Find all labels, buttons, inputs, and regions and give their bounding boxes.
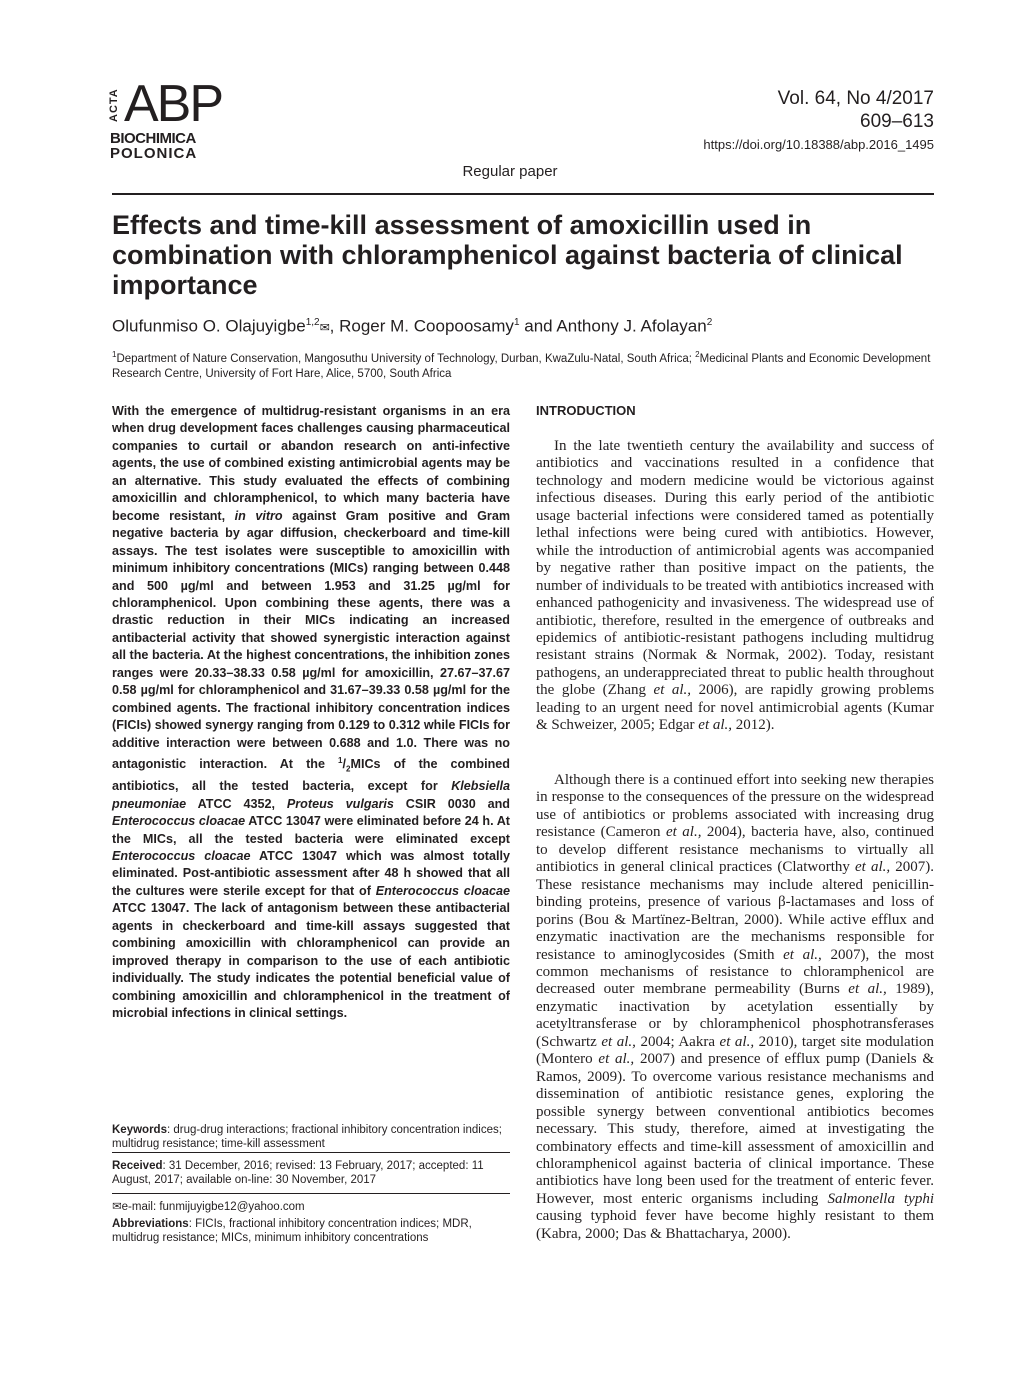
paragraph-text: In the late twentieth century the availability and success of antibiotics and vaccinations resulted in a confidence that technology and modern medicine would be victorious against infectious diseases. During this early period of the antibiotic usage bacterial infections were considered tamed as potentially lethal infections were being cured with antibiotics. However, while the introduction of antimicrobial agents was accompanied by negative rather than positive impact on the patients, the number of individuals to be treated with antibiotics increased with enhanced pathogenicity and invasiveness. The widespread use of antibiotic, therefore, resulted in the emergence of outbreaks and epidemics of antibiotic-resistant pathogens including multidrug resistant strains (Normak & Normak, 2002). Today, resistant pathogens, an underappreciated threat to public health throughout the globe (Zhang	[536, 438, 934, 699]
meta-divider	[112, 1193, 510, 1194]
fraction-denominator: 2	[346, 764, 351, 774]
citation-et-al: et al.,	[598, 1051, 635, 1068]
abstract-text: against Gram positive and Gram negative bacteria by agar diffusion, checkerboard and time-kill assays. The test isolates were susceptible to amoxicillin with minimum inhibitory concentrations (MICs) ranging between 0.448 and 500 µg/ml and between 1.953 and 31.25 µg/ml for chloramphenicol. Upon combining these agents, there was a drastic reduction in their MICs indicating an increased antibacterial activity that showed synergistic interaction against all the bacteria. At the highest concentrations, the inhibition zones ranges were 20.33–38.33 0.58 µg/ml for amoxicillin, 27.67–37.67 0.58 µg/ml for chloramphenicol and 31.67–39.33 0.58 µg/ml for the combined agents. The fractional inhibitory concentration indices (FICIs) showed synergy ranging from 0.129 to 0.312 while FICIs for additive interaction were between 0.688 and 1.0. There was no antagonistic interaction. At the	[112, 508, 511, 772]
abstract-italic: Klebsiella pneumoniae	[112, 779, 510, 811]
author-name: Olufunmiso O. Olajuyigbe	[112, 316, 306, 336]
abbreviations	[112, 1217, 510, 1245]
author-name: Anthony J. Afolayan	[556, 316, 707, 336]
abstract-italic: Enterococcus cloacae	[112, 814, 246, 829]
volume-issue: Vol. 64, No 4/2017	[777, 88, 934, 109]
paragraph-text: 2007) and presence of efflux pump (Daniels & Ramos, 2009). To overcome various resistance mechanisms and dissemination of antibiotic resistance genes, exploring the possible synergy between conventional antibiotics becomes necessary. This study, therefore, aimed at investigating the combinatory effects and time-kill assessment of amoxicillin and chloramphenicol against bacteria of clinical importance. These antibiotics have long been used for the treatment of enteric fever. However, most enteric organisms including	[536, 1051, 935, 1207]
author-conjunction: and	[524, 316, 553, 336]
received-dates	[112, 1159, 510, 1187]
affiliation-text: Medicinal Plants and Economic Development Research Centre, University of Fort Hare, Alice, 5700, South Africa	[112, 352, 931, 380]
keywords-text: : drug-drug interactions; fractional inhibitory concentration indices; multidrug resistance; time-kill assessment	[112, 1124, 502, 1150]
paragraph-text: 2007). These resistance mechanisms may include altered penicillin-binding proteins, presence of various β-lactamases and loss of porins (Bou & Martïnez-Beltran, 2000). While active efflux and enzymatic inactivation are the mechanisms responsible for resistance to aminoglycosides (Smith	[536, 859, 935, 963]
paragraph-text: 2004; Aakra	[640, 1033, 715, 1050]
page-range: 609–613	[860, 111, 934, 132]
meta-divider	[112, 1152, 510, 1153]
mail-icon: ✉	[112, 1201, 122, 1213]
paragraph-text: 2007), the most common mechanisms of resistance to chloramphenicol are decreased outer membrane permeability (Burns	[536, 946, 935, 998]
abstract-text: CSIR 0030 and	[405, 796, 510, 811]
citation-et-al: et al.,	[719, 1033, 755, 1050]
abstract-italic: Proteus vulgaris	[286, 796, 394, 811]
abstract: With the emergence of multidrug-resistant organisms in an era when drug development faces challenges causing pharmaceutical companies to curtail or abandon research on anti-infective agents, the use of combined existing antimicrobial agents may be an alternative. This study evaluated the effects of combining amoxicillin and chloramphenicol, to which many bacteria have become resistant, in vitro against Gram positive and Gram negative bacteria by agar diffusion, checkerboard and time-kill assays. The test isolates were susceptible to amoxicillin with minimum inhibitory concentrations (MICs) ranging between 0.448 and 500 µg/ml and between 1.953 and 31.25 µg/ml for chloramphenicol. Upon combining these agents, there was a drastic reduction in their MICs indicating an increased antibacterial activity that showed synergistic interaction against all the bacteria. At the highest concentrations, the inhibition zones ranges were 20.33–38.33 0.58 µg/ml for amoxicillin, 27.67–37.67 0.58 µg/ml for chloramphenicol and 31.67–39.33 0.58 µg/ml for the combined agents. The fractional inhibitory concentration indices (FICIs) showed synergy ranging from 0.129 to 0.312 while FICIs for additive interaction were between 0.688 and 1.0. There was no antagonistic interaction. At the $^1/_2MICs$ of the combined antibiotics, all the tested bacteria, except for Klebsiella pneumoniae ATCC 4352, Proteus vulgaris CSIR 0030 and Enterococcus cloacae ATCC 13047 were eliminated before 24 h. At the MICs, all the tested bacteria were eliminated except Enterococcus cloacae ATCC 13047 which was almost totally eliminated. Post-antibiotic assessment after 48 h showed that all the cultures were sterile except for that of Enterococcus cloacae ATCC 13047. The lack of antagonism between these antibacterial agents in checkerboard and time-kill assays suggested that combining amoxicillin with chloramphenicol can provide an improved therapy in comparison to the use of each antibiotic individually. The study indicates the potential beneficial value of combining amoxicillin and chloramphenicol in the treatment of microbial infections in clinical settings.	[112, 404, 511, 1021]
abstract-text: ATCC 13047 were eliminated before 24 h. At the MICs, all the tested bacteria were eliminated except	[112, 814, 510, 846]
affiliation-number: 1	[112, 350, 117, 359]
corresponding-email	[112, 1200, 510, 1214]
paper-type: Regular paper	[462, 163, 558, 180]
species-name: Salmonella typhi	[827, 1190, 934, 1207]
abstract-italic: Enterococcus cloacae	[112, 849, 251, 864]
paragraph-text: Although there is a continued effort into seeking new therapies in response to the consequences of the pressure on the widespread use of antibiotics or problems associated with increasing drug resistance (Cameron	[536, 772, 934, 841]
intro-paragraph	[536, 438, 934, 735]
citation-et-al: et al.,	[855, 859, 891, 876]
citation-et-al: et al.,	[666, 824, 702, 841]
section-heading: INTRODUCTION	[536, 403, 636, 418]
author-list: Olufunmiso O. Olajuyigbe$^{1,2}$✉, Roger M. Coopoosamy$^1$ and Anthony J. Afolayan$^2$	[112, 316, 713, 336]
email-text[interactable]: e-mail: funmijuyigbe12@yahoo.com	[121, 1201, 305, 1213]
keywords-label: Keywords	[112, 1124, 167, 1136]
logo-polonica-text: POLONICA	[110, 145, 198, 162]
author-affiliation-ref: 1	[513, 317, 520, 328]
header-divider	[112, 193, 934, 195]
article-title: Effects and time-kill assessment of amoxicillin used in combination with chloramphenicol against bacteria of clinical importance	[112, 210, 903, 300]
citation-et-al: et al.,	[783, 946, 822, 963]
abstract-italic: Enterococcus cloacae	[375, 883, 510, 898]
affiliation-number: 2	[695, 350, 700, 359]
paragraph-text: 1989), enzymatic inactivation by acetylation essentially by acetyltransferase or by chloramphenicol phosphotransferases (Schwartz	[536, 981, 935, 1050]
citation-et-al: et al.,	[601, 1033, 636, 1050]
abbreviations-label: Abbreviations	[112, 1218, 189, 1230]
paragraph-text: causing typhoid fever have become highly resistant to them (Kabra, 2000; Das & Bhattacharya, 2000).	[536, 1208, 934, 1242]
keywords	[112, 1123, 510, 1151]
logo-biochimica-text: BIOCHIMICA	[110, 130, 196, 147]
citation-et-al: et al.,	[653, 682, 692, 699]
abstract-text: ATCC 13047 which was almost totally eliminated. Post-antibiotic assessment after 48 h showed that all the cultures were sterile except for that of	[112, 849, 510, 898]
journal-info	[703, 88, 934, 156]
citation-et-al: et al.,	[848, 981, 887, 998]
doi-link[interactable]: https://doi.org/10.18388/abp.2016_1495	[703, 137, 934, 152]
intro-paragraph	[536, 772, 934, 1243]
abstract-text: MICs of the combined antibiotics, all the tested bacteria, except for	[112, 757, 510, 794]
logo-acta-text: ACTA	[108, 88, 120, 122]
paragraph-text: 2012).	[735, 717, 775, 734]
received-label: Received	[112, 1160, 163, 1172]
paragraph-text: 2004), bacteria have, also, continued to develop different resistance mechanisms to virtually all antibiotics in general clinical practices (Clatworthy	[536, 824, 935, 876]
mail-icon: ✉	[319, 320, 330, 335]
received-text: : 31 December, 2016; revised: 13 February, 2017; accepted: 11 August, 2017; available on-line: 30 November, 2017	[112, 1160, 484, 1186]
abbreviations-text: : FICIs, fractional inhibitory concentration indices; MDR, multidrug resistance; MICs, minimum inhibitory concentrations	[112, 1218, 472, 1244]
journal-logo	[108, 75, 238, 164]
author-name: Roger M. Coopoosamy	[339, 316, 514, 336]
author-affiliation-ref: 2	[706, 317, 713, 328]
citation-et-al: et al.,	[698, 717, 733, 734]
abstract-italic: in vitro	[234, 508, 283, 523]
abstract-text: ATCC 13047. The lack of antagonism between these antibacterial agents in checkerboard and time-kill assays suggested that combining amoxicillin with chloramphenicol can provide an improved therapy in comparison to the use of each antibiotic individually. The study indicates the potential beneficial value of combining amoxicillin and chloramphenicol in the treatment of microbial infections in clinical settings.	[112, 901, 510, 1021]
affiliation-text: Department of Nature Conservation, Mangosuthu University of Technology, Durban, KwaZulu-Natal, South Africa;	[116, 352, 692, 365]
author-affiliation-ref: 1,2	[305, 317, 320, 328]
logo-abp-text: ABP	[124, 75, 223, 133]
affiliations	[112, 347, 934, 382]
paragraph-text: 2010), target site modulation (Montero	[536, 1033, 935, 1068]
fraction-numerator: 1	[338, 756, 343, 766]
abstract-text: ATCC 4352,	[197, 796, 276, 811]
paragraph-text: 2006), are rapidly growing problems leading to an urgent need for novel antimicrobial agents (Kumar & Schweizer, 2005; Edgar	[536, 682, 935, 734]
abstract-text: With the emergence of multidrug-resistant organisms in an era when drug development faces challenges causing pharmaceutical companies to curtail or abandon research on anti-infective agents, the use of combined existing antimicrobial agents may be an alternative. This study evaluated the effects of combining amoxicillin and chloramphenicol, to which many bacteria have become resistant,	[112, 404, 510, 523]
